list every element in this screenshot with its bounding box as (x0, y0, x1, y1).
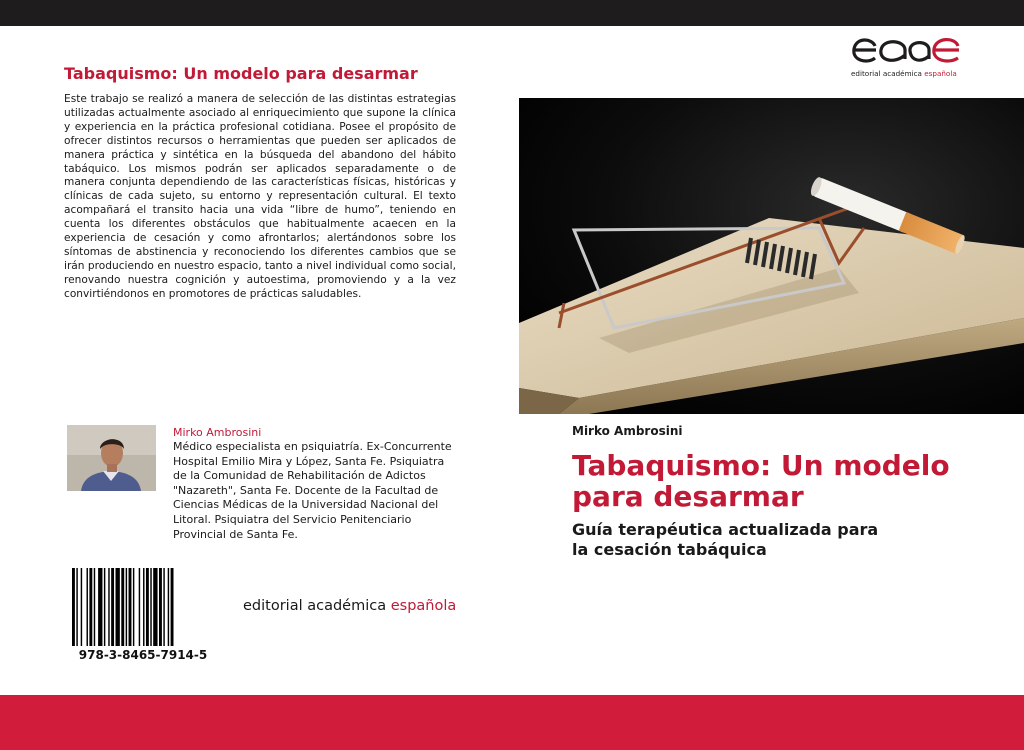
book-synopsis: Este trabajo se realizó a manera de selección de las distintas estrategias utilizadas actualmente asociado al enriquecimiento que supone la clínica y experiencia en la práctica profesional cotidiana. Posee el propósito de ofrecer distintos recursos o herramientas que pueden ser aplicados de manera práctica y sintética en la búsqueda del abandono del hábito tabáquico. Los mismos podrán ser aplicados separadamente o de manera conjunta dependiendo de las características físicas, históricas y clínicas de cada sujeto, su entorno y representación cultural. El texto acompañará el transito hacia una vida “libre de humo”, teniendo en cuenta los diferentes obstáculos que habitualmente acaecen en la experiencia de cesación y como afrontarlos; alertándonos sobre los síntomas de abstinencia y reconociendo los diferentes cambios que se irán produciendo en nuestro espacio, tanto a nivel individual como social, renovando nuestra cognición y autoestima, promoviendo y a la vez convirtiéndonos en promotores de prácticas saludables. (64, 93, 456, 300)
back-publisher-name (243, 598, 456, 614)
author-bio: Médico especialista en psiquiatría. Ex-Concurrente Hospital Emilio Mira y López, Santa Fe. Psiquiatra de la Comunidad de Rehabilitación de Adictos "Nazareth", Santa Fe. Docente de la Facultad de Ciencias Médicas de la Universidad Nacional del Litoral. Psiquiatra del Servicio Penitenciario Provincial de Santa Fe. (173, 440, 452, 541)
bio-author-name: Mirko Ambrosini (173, 426, 262, 439)
back-cover-title: Tabaquismo: Un modelo para desarmar (64, 64, 418, 83)
publisher-logo (850, 33, 965, 83)
front-author-name: Mirko Ambrosini (572, 424, 683, 438)
isbn-number: 978-3-8465-7914-5 (78, 648, 208, 662)
top-band (0, 0, 1024, 26)
logo-accent: española (924, 69, 957, 78)
front-cover-title: Tabaquismo: Un modelo para desarmar (572, 449, 950, 513)
logo-plain: editorial académica (851, 69, 925, 78)
cover-illustration (519, 98, 1024, 414)
barcode-icon (70, 568, 216, 646)
front-cover-subtitle: Guía terapéutica actualizada para la cesación tabáquica (572, 520, 879, 559)
eae-logo-icon (850, 33, 965, 69)
bottom-band (0, 695, 1024, 750)
author-photo (67, 425, 156, 491)
logo-wordmark (851, 69, 957, 78)
publisher-accent: española (390, 598, 457, 614)
publisher-plain: editorial académica (243, 598, 391, 614)
